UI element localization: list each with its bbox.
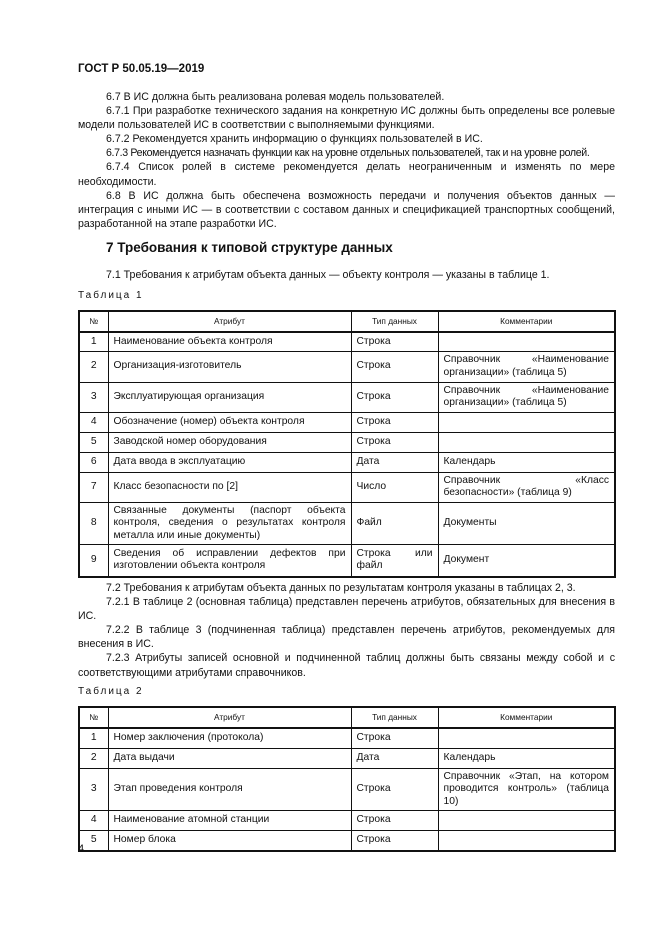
cell-comment: Справочник «Этап, на котором проводится контроль» (таблица 10) — [438, 768, 615, 811]
cell-number: 4 — [79, 811, 108, 831]
cell-comment: Справочник «Класс безопасности» (таблица 9) — [438, 472, 615, 502]
paragraphs-6-7 — [78, 90, 615, 231]
cell-data-type: Строка — [351, 332, 438, 351]
cell-attribute: Этап проведения контроля — [108, 768, 351, 811]
cell-number: 2 — [79, 748, 108, 768]
cell-comment: Документ — [438, 545, 615, 577]
section-intro — [78, 268, 615, 282]
cell-comment — [438, 332, 615, 351]
table-row — [79, 728, 615, 748]
cell-attribute: Эксплуатирующая организация — [108, 382, 351, 412]
column-header-attribute: Атрибут — [108, 707, 351, 728]
cell-number: 8 — [79, 502, 108, 545]
page-number: 4 — [78, 843, 85, 855]
column-header-number: № — [79, 311, 108, 332]
cell-comment: Справочник «Наименование организации» (таблица 5) — [438, 382, 615, 412]
cell-attribute: Сведения об исправлении дефектов при изготовлении объекта контроля — [108, 545, 351, 577]
paragraph: 6.8 В ИС должна быть обеспечена возможность передачи и получения объектов данных — интеграция с иными ИС — в соответствии с составом данных и спецификацией транспортных сообщений, разработанной на этапе разработки ИС. — [78, 189, 615, 230]
table-2 — [78, 706, 616, 852]
column-header-number: № — [79, 707, 108, 728]
cell-data-type: Строка — [351, 728, 438, 748]
paragraphs-7-2 — [78, 581, 615, 680]
cell-attribute: Дата ввода в эксплуатацию — [108, 452, 351, 472]
cell-comment — [438, 432, 615, 452]
cell-number: 1 — [79, 728, 108, 748]
paragraph: 7.2.1 В таблице 2 (основная таблица) представлен перечень атрибутов, обязательных для внесения в ИС. — [78, 596, 615, 623]
table-header-row — [79, 311, 615, 332]
paragraph: 7.2 Требования к атрибутам объекта данных по результатам контроля указаны в таблицах 2, 3. — [106, 582, 576, 594]
cell-attribute: Связанные документы (паспорт объекта контроля, сведения о результатах контроля металла или иные документы) — [108, 502, 351, 545]
cell-number: 4 — [79, 412, 108, 432]
cell-data-type: Дата — [351, 452, 438, 472]
cell-attribute: Наименование атомной станции — [108, 811, 351, 831]
table-row — [79, 811, 615, 831]
cell-data-type: Число — [351, 472, 438, 502]
cell-number: 5 — [79, 432, 108, 452]
cell-attribute: Организация-изготовитель — [108, 351, 351, 382]
table-header-row — [79, 707, 615, 728]
cell-number: 1 — [79, 332, 108, 351]
paragraph: 7.2.2 В таблице 3 (подчиненная таблица) представлен перечень атрибутов, рекомендуемых для внесения в ИС. — [78, 624, 615, 651]
table-row — [79, 502, 615, 545]
table-row — [79, 351, 615, 382]
paragraph: 6.7 В ИС должна быть реализована ролевая модель пользователей. — [106, 91, 445, 103]
cell-attribute: Номер блока — [108, 831, 351, 851]
table-row — [79, 432, 615, 452]
section-heading: 7 Требования к типовой структуре данных — [106, 240, 393, 255]
cell-comment: Справочник «Наименование организации» (таблица 5) — [438, 351, 615, 382]
cell-attribute: Заводской номер оборудования — [108, 432, 351, 452]
column-header-comment: Комментарии — [438, 311, 615, 332]
cell-data-type: Строка — [351, 811, 438, 831]
cell-comment: Календарь — [438, 748, 615, 768]
cell-data-type: Строка — [351, 831, 438, 851]
cell-comment — [438, 811, 615, 831]
table-row — [79, 748, 615, 768]
cell-comment — [438, 728, 615, 748]
cell-number: 7 — [79, 472, 108, 502]
table-1 — [78, 310, 616, 578]
table-row — [79, 332, 615, 351]
cell-data-type: Строка или файл — [351, 545, 438, 577]
table-row — [79, 412, 615, 432]
table1-caption: Таблица 1 — [78, 290, 144, 301]
document-id-header: ГОСТ Р 50.05.19—2019 — [78, 63, 205, 75]
cell-data-type: Строка — [351, 382, 438, 412]
table-row — [79, 382, 615, 412]
cell-number: 3 — [79, 768, 108, 811]
cell-number: 5 — [79, 831, 108, 851]
paragraph: 7.2.3 Атрибуты записей основной и подчиненной таблиц должны быть связаны между собой и с соответствующими атрибутами справочников. — [78, 652, 615, 679]
column-header-comment: Комментарии — [438, 707, 615, 728]
cell-attribute: Класс безопасности по [2] — [108, 472, 351, 502]
cell-attribute: Наименование объекта контроля — [108, 332, 351, 351]
cell-data-type: Строка — [351, 351, 438, 382]
column-header-data-type: Тип данных — [351, 707, 438, 728]
column-header-attribute: Атрибут — [108, 311, 351, 332]
column-header-data-type: Тип данных — [351, 311, 438, 332]
cell-attribute: Дата выдачи — [108, 748, 351, 768]
paragraph: 6.7.1 При разработке технического задания на конкретную ИС должны быть определены все ролевые модели пользователей ИС в соответствии с выполняемыми функциями. — [78, 105, 615, 132]
cell-comment: Документы — [438, 502, 615, 545]
table-row — [79, 545, 615, 577]
cell-data-type: Строка — [351, 432, 438, 452]
paragraph: 6.7.2 Рекомендуется хранить информацию о функциях пользователей в ИС. — [106, 133, 483, 146]
cell-data-type: Строка — [351, 768, 438, 811]
table-row — [79, 831, 615, 851]
cell-attribute: Номер заключения (протокола) — [108, 728, 351, 748]
cell-comment — [438, 831, 615, 851]
paragraph: 6.7.3 Рекомендуется назначать функции как на уровне отдельных пользователей, так и на уровне ролей. — [106, 147, 590, 160]
table2-caption: Таблица 2 — [78, 686, 144, 697]
cell-comment: Календарь — [438, 452, 615, 472]
cell-data-type: Строка — [351, 412, 438, 432]
cell-data-type: Файл — [351, 502, 438, 545]
table-row — [79, 472, 615, 502]
table-row — [79, 452, 615, 472]
cell-data-type: Дата — [351, 748, 438, 768]
paragraph: 6.7.4 Список ролей в системе рекомендуется делать неограниченным и изменять по мере необходимости. — [78, 161, 615, 188]
cell-number: 6 — [79, 452, 108, 472]
cell-number: 9 — [79, 545, 108, 577]
cell-number: 3 — [79, 382, 108, 412]
cell-attribute: Обозначение (номер) объекта контроля — [108, 412, 351, 432]
paragraph: 7.1 Требования к атрибутам объекта данных — объекту контроля — указаны в таблице 1. — [106, 269, 550, 281]
cell-number: 2 — [79, 351, 108, 382]
cell-comment — [438, 412, 615, 432]
table-row — [79, 768, 615, 811]
